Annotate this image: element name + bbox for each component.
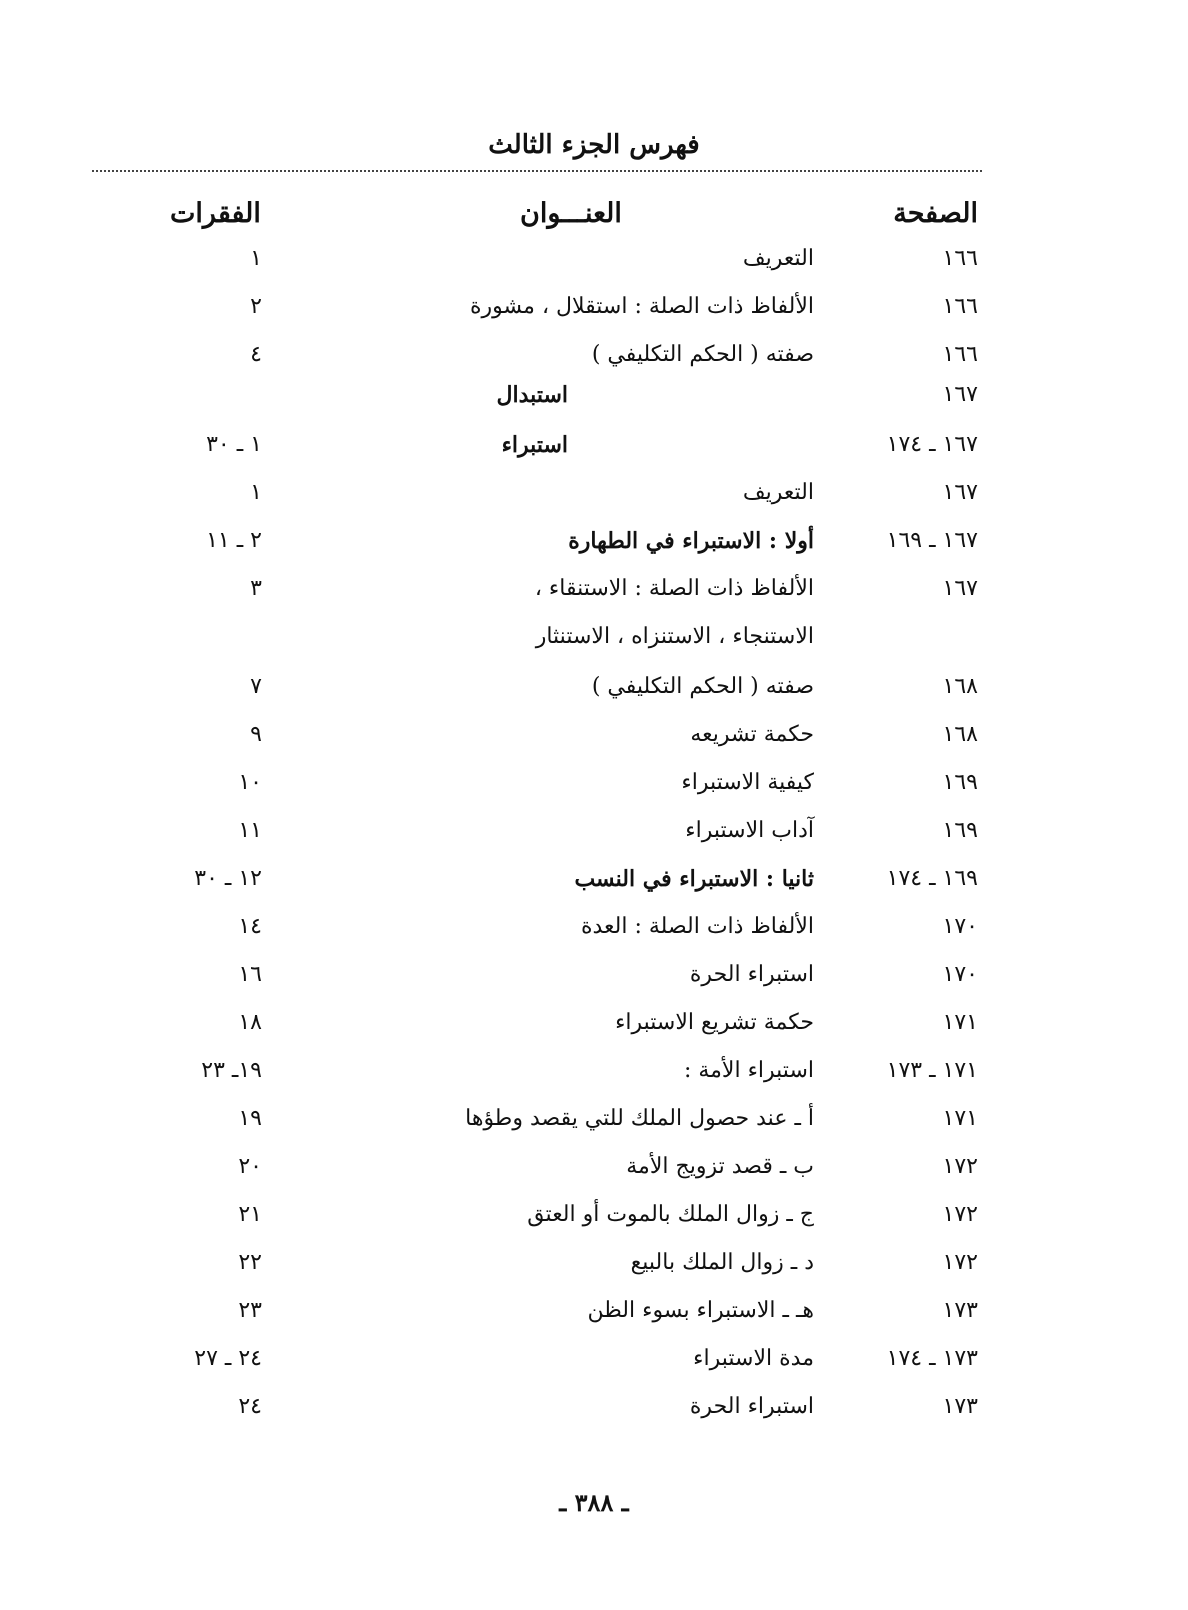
row-title: ثانيا : الاستبراء في النسب [574,866,814,892]
row-title: آداب الاستبراء [685,818,814,843]
column-header-title: العنـــوان [520,198,622,229]
row-page: ١٧٢ [942,1250,978,1275]
row-page: ١٦٧ [942,576,978,601]
row-paragraphs: ٩ [250,722,262,747]
row-paragraphs: ١٩ـ ٢٣ [201,1058,262,1083]
row-page: ١٧٠ [942,962,978,987]
row-title: استبراء الحرة [689,962,814,987]
row-page: ١٧١ ـ ١٧٣ [886,1058,978,1083]
row-title: الألفاظ ذات الصلة : العدة [580,914,814,939]
index-row [0,770,1188,810]
row-title: حكمة تشريع الاستبراء [615,1010,814,1035]
row-title: د ـ زوال الملك بالبيع [630,1250,814,1275]
row-title: صفته ( الحكم التكليفي ) [591,674,814,699]
index-row [0,1058,1188,1098]
row-title: ج ـ زوال الملك بالموت أو العتق [527,1202,814,1227]
row-paragraphs: ١١ [238,818,262,843]
row-paragraphs: ١٠ [238,770,262,795]
row-paragraphs: ٣ [250,576,262,601]
index-row [0,342,1188,382]
index-row [0,294,1188,334]
row-page: ١٦٧ [942,382,978,407]
index-row [0,576,1188,616]
row-page: ١٦٦ [942,342,978,367]
index-row [0,1250,1188,1290]
index-row [0,818,1188,858]
index-row [0,962,1188,1002]
row-page: ١٦٩ [942,818,978,843]
index-row [0,480,1188,520]
row-title: أولا : الاستبراء في الطهارة [568,528,814,554]
row-title: الألفاظ ذات الصلة : استقلال ، مشورة [470,294,814,319]
row-paragraphs: ٢٤ [238,1394,262,1419]
row-title: هـ ـ الاستبراء بسوء الظن [587,1298,814,1323]
row-paragraphs: ٢ ـ ١١ [206,528,262,553]
row-page: ١٦٧ ـ ١٧٤ [886,432,978,457]
index-row [0,1298,1188,1338]
index-row [0,1010,1188,1050]
index-row [0,674,1188,714]
row-page: ١٦٩ ـ ١٧٤ [886,866,978,891]
row-paragraphs: ٤ [250,342,262,367]
row-paragraphs: ٢ [250,294,262,319]
row-paragraphs: ٢٤ ـ ٢٧ [194,1346,262,1371]
column-header-paragraphs: الفقرات [170,198,261,229]
index-row [0,1394,1188,1434]
row-page: ١٦٨ [942,722,978,747]
row-paragraphs: ٢٠ [238,1154,262,1179]
index-row [0,1202,1188,1242]
row-page: ١٦٧ ـ ١٦٩ [886,528,978,553]
row-paragraphs: ١ ـ ٣٠ [206,432,262,457]
row-paragraphs: ١٨ [238,1010,262,1035]
row-title: استبراء [501,432,568,458]
row-page: ١٧٠ [942,914,978,939]
row-page: ١٧٢ [942,1154,978,1179]
row-paragraphs: ٧ [250,674,262,699]
row-title: أ ـ عند حصول الملك للتي يقصد وطؤها [465,1106,814,1131]
row-page: ١٦٩ [942,770,978,795]
index-row [0,1154,1188,1194]
row-title: حكمة تشريعه [690,722,814,747]
row-title: استبدال [496,382,568,408]
row-title: صفته ( الحكم التكليفي ) [591,342,814,367]
row-page: ١٦٨ [942,674,978,699]
index-row [0,866,1188,906]
row-title: التعريف [742,246,814,271]
row-title: كيفية الاستبراء [681,770,814,795]
column-header-page: الصفحة [893,198,978,229]
index-row [0,722,1188,762]
row-paragraphs: ١ [250,246,262,271]
dotted-divider [92,170,982,172]
row-page: ١٧٢ [942,1202,978,1227]
row-page: ١٧٣ ـ ١٧٤ [886,1346,978,1371]
row-title: الاستنجاء ، الاستنزاه ، الاستنثار [535,624,814,649]
row-paragraphs: ٢٣ [238,1298,262,1323]
index-row [0,914,1188,954]
row-paragraphs: ٢١ [238,1202,262,1227]
row-page: ١٦٦ [942,246,978,271]
row-paragraphs: ١٢ ـ ٣٠ [194,866,262,891]
index-row [0,246,1188,286]
row-paragraphs: ١٤ [238,914,262,939]
index-row [0,624,1188,664]
index-row [0,1106,1188,1146]
row-page: ١٧١ [942,1106,978,1131]
row-title: ب ـ قصد تزويج الأمة [626,1154,814,1179]
row-page: ١٧١ [942,1010,978,1035]
row-page: ١٧٣ [942,1394,978,1419]
row-page: ١٦٧ [942,480,978,505]
row-title: مدة الاستبراء [693,1346,814,1371]
row-paragraphs: ٢٢ [238,1250,262,1275]
row-title: الألفاظ ذات الصلة : الاستنقاء ، [534,576,814,601]
row-paragraphs: ١٩ [238,1106,262,1131]
index-row [0,1346,1188,1386]
index-row [0,432,1188,472]
running-title: فهرس الجزء الثالث [488,130,700,160]
row-paragraphs: ١ [250,480,262,505]
index-row [0,528,1188,568]
row-paragraphs: ١٦ [238,962,262,987]
row-page: ١٧٣ [942,1298,978,1323]
row-title: استبراء الأمة : [683,1058,814,1083]
page-number: ـ ٣٨٨ ـ [559,1488,629,1517]
row-page: ١٦٦ [942,294,978,319]
index-row [0,382,1188,422]
row-title: التعريف [742,480,814,505]
row-title: استبراء الحرة [689,1394,814,1419]
